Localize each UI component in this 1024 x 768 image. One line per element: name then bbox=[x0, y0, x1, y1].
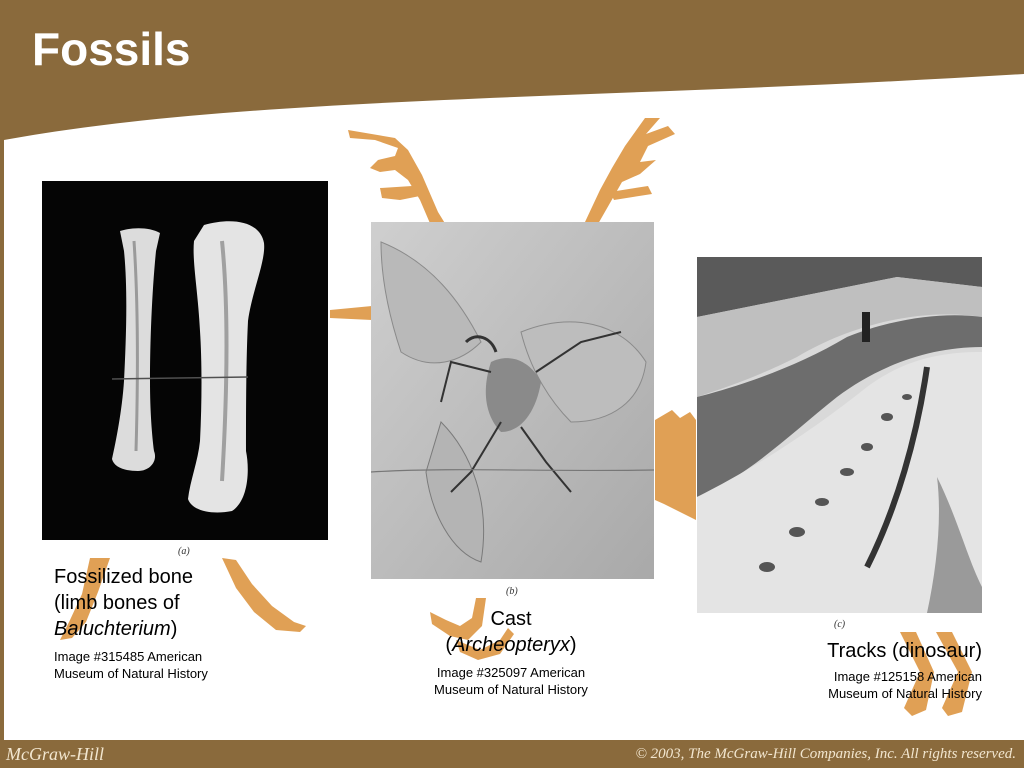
caption-paren: ) bbox=[569, 634, 577, 656]
panel-letter-b: (b) bbox=[506, 586, 518, 597]
page-number: 1-3 bbox=[978, 718, 1000, 735]
caption-paren: ) bbox=[170, 618, 178, 640]
image-credit: Image #325097 American Museum of Natural History bbox=[434, 665, 588, 697]
caption-paren-open: ( bbox=[445, 634, 453, 656]
caption-line1: Cast bbox=[490, 608, 532, 630]
photo-archeopteryx-cast bbox=[371, 222, 654, 579]
caption-archeopteryx bbox=[420, 606, 602, 698]
caption-line2 bbox=[420, 632, 602, 658]
photo-fossilized-bone bbox=[42, 181, 328, 540]
caption-line2: (limb bones of bbox=[54, 592, 180, 614]
image-credit: Image #315485 American Museum of Natural History bbox=[54, 649, 208, 681]
slide-title: Fossils bbox=[32, 23, 191, 75]
panel-letter-a: (a) bbox=[178, 546, 190, 557]
caption-main bbox=[420, 606, 602, 658]
panel-letter-c: (c) bbox=[834, 619, 846, 630]
caption-dinosaur-tracks bbox=[790, 638, 982, 702]
caption-main: Tracks (dinosaur) bbox=[827, 640, 982, 662]
caption-line1: Fossilized bone bbox=[54, 566, 193, 588]
image-credit: Image #125158 American Museum of Natural History bbox=[828, 669, 982, 701]
caption-fossilized-bone bbox=[54, 564, 294, 682]
photo-dinosaur-tracks bbox=[697, 257, 982, 613]
species-name: Archeopteryx bbox=[452, 634, 570, 656]
copyright-notice: © 2003, The McGraw-Hill Companies, Inc. All rights reserved. bbox=[635, 746, 1016, 762]
species-name: Baluchterium bbox=[54, 618, 171, 640]
caption-line3 bbox=[54, 616, 294, 642]
publisher-name: McGraw-Hill bbox=[6, 744, 104, 764]
caption-main bbox=[54, 564, 294, 642]
